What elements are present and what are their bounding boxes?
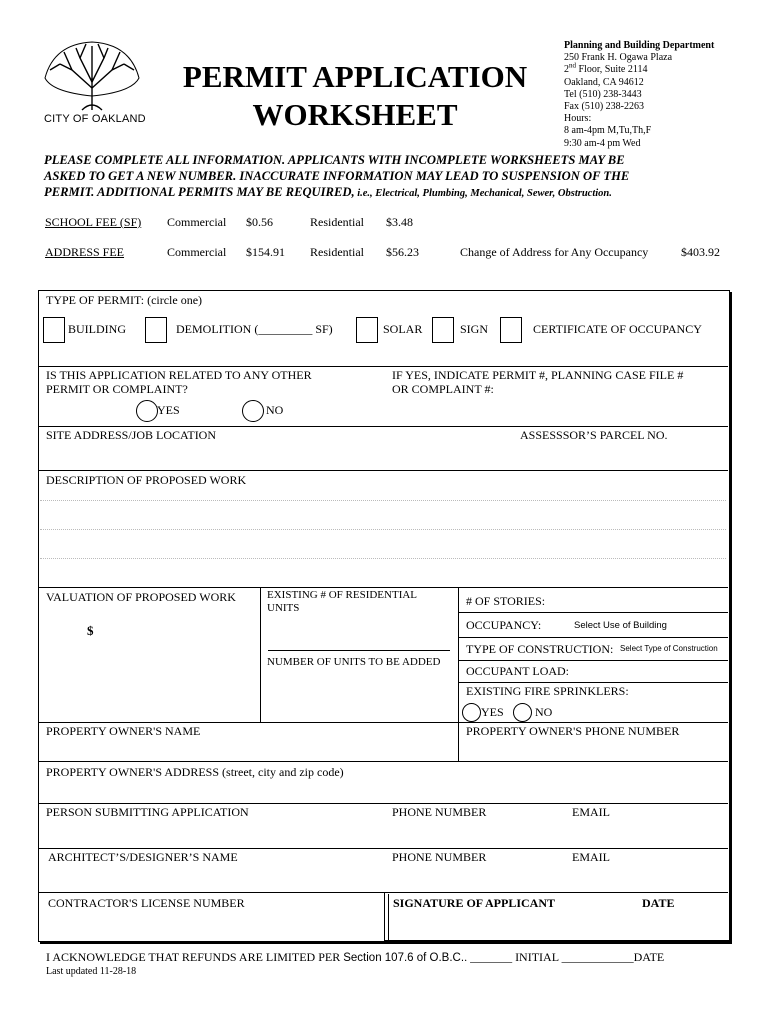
owner-name-label: PROPERTY OWNER'S NAME [46,724,201,738]
occupancy-label: OCCUPANCY: [466,618,542,632]
sprinklers-yes-label: YES [481,705,504,719]
fire-sprinklers-label: EXISTING FIRE SPRINKLERS: [466,684,629,698]
site-address-label: SITE ADDRESS/JOB LOCATION [46,428,217,442]
owner-phone-label: PROPERTY OWNER'S PHONE NUMBER [466,724,680,738]
change-of-address-label: Change of Address for Any Occupancy [460,245,649,259]
architect-phone-label: PHONE NUMBER [392,850,487,864]
architect-email-label: EMAIL [572,850,610,864]
dept-hours2: 9:30 am-4 pm Wed [564,137,641,149]
change-of-address-value: $403.92 [681,245,720,259]
valuation-dollar: $ [87,623,94,638]
stories-label: # OF STORIES: [466,594,546,608]
related-ifyes-label: IF YES, INDICATE PERMIT #, PLANNING CASE FILE # OR COMPLAINT #: [392,368,684,396]
notice-line3: PERMIT. ADDITIONAL PERMITS MAY BE REQUIRED, i.e., Electrical, Plumbing, Mechanical, Sewer, Obstruction. [44,185,612,199]
title-line2: WORKSHEET [252,97,458,132]
department-contact [564,40,714,150]
building-option-label: BUILDING [68,322,126,336]
address-fee-commercial-value: $154.91 [246,245,285,259]
demolition-option-label: DEMOLITION (_________ SF) [176,322,333,336]
site-address-input[interactable] [40,442,726,468]
address-fee-label: ADDRESS FEE [45,245,125,259]
construction-select[interactable]: Select Type of Construction [620,644,718,653]
address-fee-residential-value: $56.23 [386,245,419,259]
submitter-phone-label: PHONE NUMBER [392,805,487,819]
notice [44,152,744,202]
construction-label: TYPE OF CONSTRUCTION: [466,642,614,656]
title-line1: PERMIT APPLICATION [182,59,528,94]
school-fee-residential-value: $3.48 [386,215,413,229]
occupancy-select[interactable]: Select Use of Building [574,620,667,631]
solar-checkbox[interactable] [356,317,378,343]
dept-address-line3: Oakland, CA 94612 [564,76,644,88]
related-yes-label: YES [157,403,180,417]
notice-line1: PLEASE COMPLETE ALL INFORMATION. APPLICANTS WITH INCOMPLETE WORKSHEETS MAY BE [44,153,625,167]
related-question: IS THIS APPLICATION RELATED TO ANY OTHER PERMIT OR COMPLAINT? [46,368,312,396]
dept-tel: Tel (510) 238-3443 [564,88,642,100]
certificate-option-label: CERTIFICATE OF OCCUPANCY [533,322,702,336]
dept-hours1: 8 am-4pm M,Tu,Th,F [564,125,652,137]
architect-label: ARCHITECT’S/DESIGNER’S NAME [48,850,238,864]
contractor-license-label: CONTRACTOR'S LICENSE NUMBER [48,896,245,910]
dept-fax: Fax (510) 238-2263 [564,101,644,113]
occupant-load-label: OCCUPANT LOAD: [466,664,570,678]
related-yes-radio[interactable] [136,400,158,422]
city-name: CITY OF OAKLAND [44,113,146,125]
description-input[interactable] [40,488,726,585]
existing-units-label: EXISTING # OF RESIDENTIAL UNITS [267,589,418,614]
demolition-checkbox[interactable] [145,317,167,343]
submitter-email-label: EMAIL [572,805,610,819]
oak-tree-logo [42,40,142,112]
permit-type-label: TYPE OF PERMIT: (circle one) [46,293,203,307]
certificate-checkbox[interactable] [500,317,522,343]
sprinklers-no-radio[interactable] [513,703,532,722]
valuation-label: VALUATION OF PROPOSED WORK [46,590,236,604]
sprinklers-yes-radio[interactable] [462,703,481,722]
notice-line2: ASKED TO GET A NEW NUMBER. INACCURATE INFORMATION MAY LEAD TO SUSPENSION OF THE [44,169,630,183]
address-fee-commercial-label: Commercial [167,245,227,259]
page-title [150,58,560,134]
sign-checkbox[interactable] [432,317,454,343]
parcel-number-label: ASSESSSOR’S PARCEL NO. [520,428,668,442]
submitter-label: PERSON SUBMITTING APPLICATION [46,805,249,819]
building-checkbox[interactable] [43,317,65,343]
units-added-label: NUMBER OF UNITS TO BE ADDED [267,656,441,668]
school-fee-residential-label: Residential [310,215,364,229]
solar-option-label: SOLAR [383,322,423,336]
owner-address-label: PROPERTY OWNER'S ADDRESS (street, city and zip code) [46,765,344,779]
dept-address-line2: 2nd Floor, Suite 2114 [564,62,648,76]
dept-address-line1: 250 Frank H. Ogawa Plaza [564,52,673,64]
address-fee-residential-label: Residential [310,245,364,259]
sign-option-label: SIGN [460,322,489,336]
department-name: Planning and Building Department [564,40,715,51]
dept-hours-label: Hours: [564,113,592,125]
sprinklers-no-label: NO [535,705,553,719]
refund-acknowledgement: I ACKNOWLEDGE THAT REFUNDS ARE LIMITED PER Section 107.6 of O.B.C.. _______ INITIAL ____________DATE [46,950,665,964]
last-updated: Last updated 11-28-18 [46,966,137,977]
school-fee-label: SCHOOL FEE (SF) [45,215,142,229]
school-fee-commercial-value: $0.56 [246,215,273,229]
signature-date-label: DATE [642,896,675,910]
related-no-radio[interactable] [242,400,264,422]
school-fee-commercial-label: Commercial [167,215,227,229]
related-no-label: NO [266,403,284,417]
signature-label: SIGNATURE OF APPLICANT [393,896,556,910]
description-label: DESCRIPTION OF PROPOSED WORK [46,473,247,487]
